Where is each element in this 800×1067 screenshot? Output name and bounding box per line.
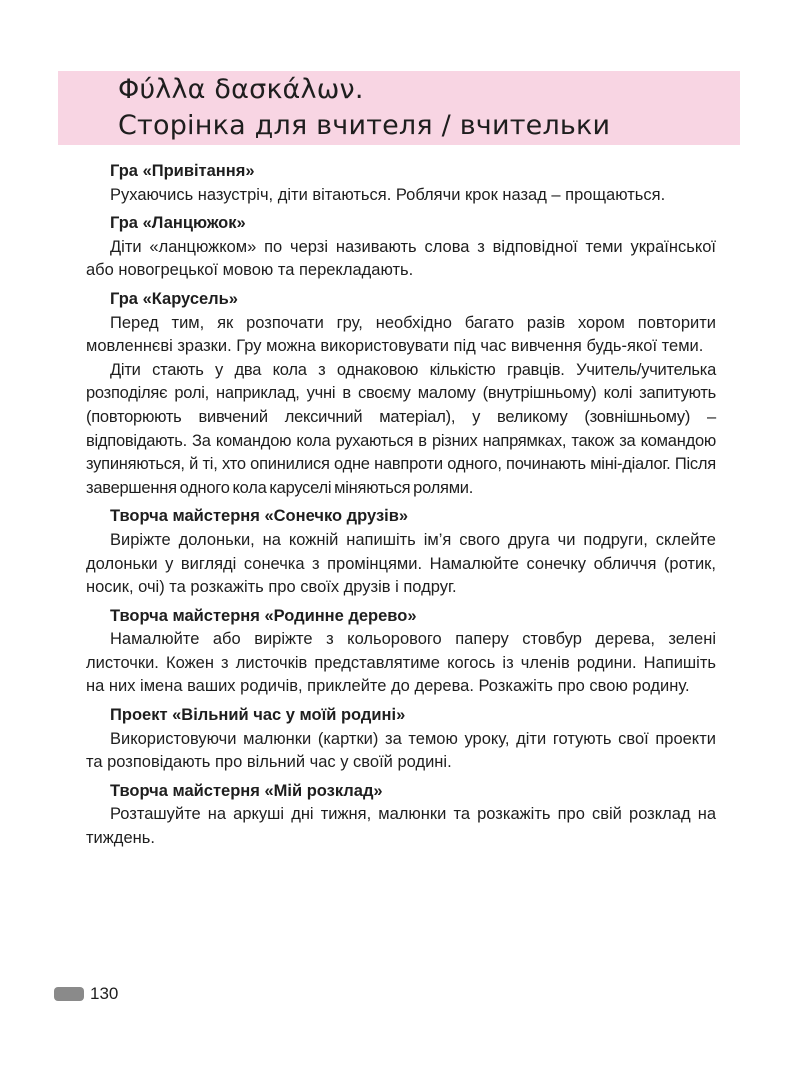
section-paragraph: Використовуючи малюнки (картки) за темою уроку, діти готують свої проекти та розповідають про вільний час у своїй родині. — [86, 729, 716, 772]
section-free-time-project — [86, 704, 716, 775]
section-paragraph: Діти «ланцюжком» по черзі називають слова з відповідної теми української або новогрецької мовою та перекладають. — [86, 237, 716, 280]
section-heading: Гра «Привітання» — [110, 162, 255, 180]
section-family-tree — [86, 605, 716, 699]
section-my-schedule — [86, 780, 716, 851]
section-paragraph: Розташуйте на аркуші дні тижня, малюнки та розкажіть про свій розклад на тиждень. — [86, 805, 716, 848]
section-paragraph: Діти стають у два кола з однаковою кількістю гравців. Учитель/учителька розподіляє ролі, наприклад, учні в своєму малому (внутрішньому) колі запитують (повторюють вивчений лексичний матеріал), у великому (зовнішньому) – відповідають. За командою кола рухаються в різних напрямках, також за командою зупиняються, й ті, хто опинилися одне навпроти одного, починають міні-діалог. Після завершення одного кола каруселі міняються ролями. — [86, 360, 716, 497]
section-chain-game — [86, 212, 716, 283]
page-title-line-1: Φύλλα δασκάλων. — [118, 74, 364, 105]
section-paragraph: Намалюйте або виріжте з кольорового паперу стовбур дерева, зелені листочки. Кожен з листочків представлятиме когось із членів родини. Напишіть на них імена ваших родичів, приклейте до дерева. Розкажіть про свою родину. — [86, 630, 716, 696]
page-number: 130 — [90, 984, 119, 1003]
section-carousel-game — [86, 288, 716, 500]
page-content — [86, 160, 716, 851]
section-paragraph: Виріжте долоньки, на кожній напишіть ім’я свого друга чи подруги, склейте долоньки у вигляді сонечка з промінцями. Намалюйте сонечку обличчя (ротик, носик, очі) та розкажіть про своїх друзів і подруг. — [86, 530, 716, 597]
section-heading: Проект «Вільний час у моїй родині» — [110, 706, 406, 725]
page-title-line-2: Сторінка для вчителя / вчительки — [118, 110, 611, 141]
section-heading: Гра «Ланцюжок» — [110, 214, 246, 233]
section-greeting-game — [86, 160, 716, 207]
section-paragraph: Рухаючись назустріч, діти вітаються. Роблячи крок назад – прощаються. — [110, 185, 666, 204]
section-heading: Гра «Карусель» — [110, 289, 238, 308]
section-heading: Творча майстерня «Мій розклад» — [110, 781, 383, 800]
page-number-tab — [54, 987, 84, 1001]
section-heading: Творча майстерня «Родинне дерево» — [110, 606, 417, 625]
page-footer — [54, 983, 118, 1005]
section-heading: Творча майстерня «Сонечко друзів» — [110, 507, 409, 526]
section-sun-of-friends — [86, 505, 716, 599]
section-paragraph: Перед тим, як розпочати гру, необхідно багато разів хором повторити мовленнєві зразки. Гру можна використовувати під час вивчення будь-якої теми. — [86, 313, 716, 356]
